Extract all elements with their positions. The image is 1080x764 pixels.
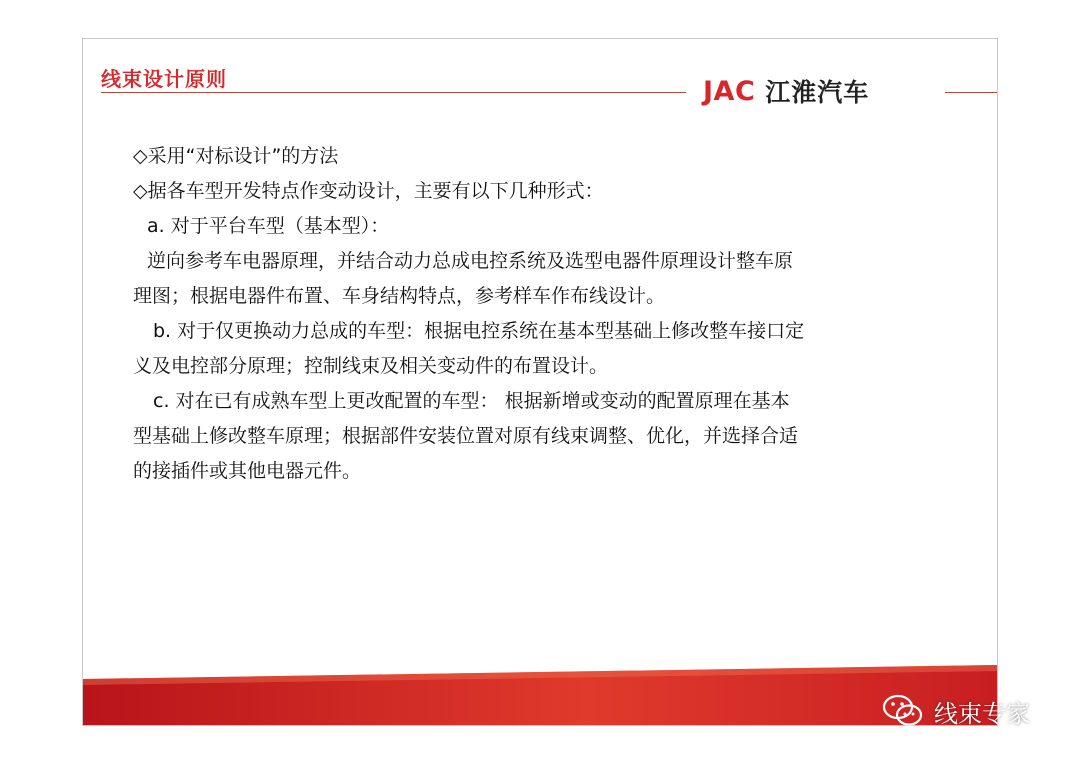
paragraph-line: 义及电控部分原理；控制线束及相关变动件的布置设计。 bbox=[133, 355, 609, 377]
paragraph-line: 逆向参考车电器原理，并结合动力总成电控系统及选型电器件原理设计整车原 bbox=[147, 250, 794, 272]
logo-latin-text: JAC bbox=[703, 75, 756, 107]
sub-item-heading: b. 对于仅更换动力总成的车型：根据电控系统在基本型基础上修改整车接口定 bbox=[153, 320, 805, 342]
slide bbox=[82, 38, 998, 726]
paragraph-line: 的接插件或其他电器元件。 bbox=[133, 460, 362, 482]
jac-logo bbox=[703, 77, 869, 105]
header-rule-left bbox=[101, 92, 686, 93]
sub-item-heading: a. 对于平台车型（基本型）： bbox=[147, 215, 390, 237]
watermark-text: 线束专家 bbox=[934, 699, 1030, 728]
bullet-line: ◇采用“对标设计”的方法 bbox=[133, 145, 339, 167]
header-rule-right bbox=[945, 92, 998, 93]
wechat-icon bbox=[882, 693, 924, 729]
slide-title: 线束设计原则 bbox=[101, 67, 227, 91]
paragraph-line: 型基础上修改整车原理；根据部件安装位置对原有线束调整、优化，并选择合适 bbox=[133, 425, 799, 447]
sub-item-heading: c. 对在已有成熟车型上更改配置的车型： 根据新增或变动的配置原理在基本 bbox=[153, 390, 790, 412]
bullet-line: ◇据各车型开发特点作变动设计，主要有以下几种形式： bbox=[133, 180, 604, 202]
paragraph-line: 理图；根据电器件布置、车身结构特点，参考样车作布线设计。 bbox=[133, 285, 666, 307]
logo-chinese-text: 江淮汽车 bbox=[765, 78, 870, 107]
wechat-watermark bbox=[882, 693, 1030, 729]
footer-red-band bbox=[83, 665, 998, 725]
content-body bbox=[133, 139, 953, 489]
